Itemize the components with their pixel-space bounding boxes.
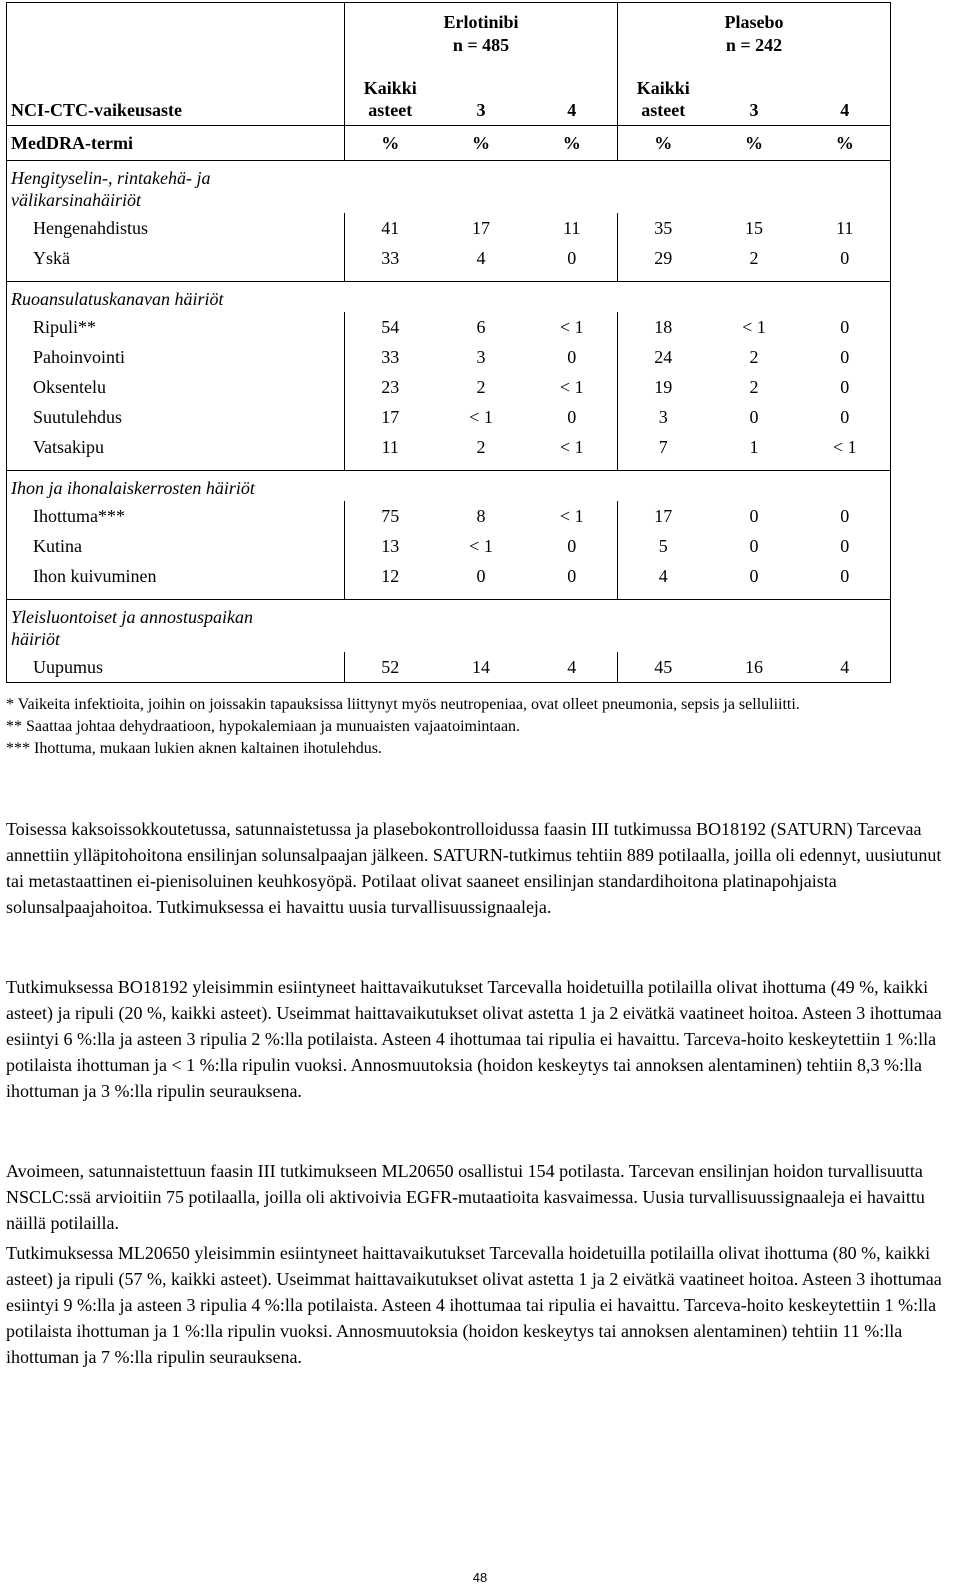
footnote: * Vaikeita infektioita, joihin on joissakin tapauksissa liittynyt myös neutropeniaa, ovat olleet pneumonia, sepsis ja selluliitti. [6,696,800,713]
value-cell: 29 [618,243,709,273]
section-title: Yleisluontoiset ja annostuspaikan häiriöt [7,600,891,653]
value-cell: 75 [345,501,436,531]
value-cell: 2 [749,248,759,268]
term-cell: Suutulehdus [7,402,345,432]
section-header-row [7,471,891,502]
value-cell: < 1 [742,317,766,337]
percent-row [7,126,891,161]
footnotes [6,694,956,760]
value-cell: 13 [345,531,436,561]
pct-cell: % [800,126,891,161]
value-cell: 0 [800,372,891,402]
term-cell: Ihottuma*** [7,501,345,531]
value-cell: 0 [749,407,759,427]
pct-cell: % [345,126,436,161]
table-row [7,531,891,561]
value-cell: 0 [800,501,891,531]
table-row [7,501,891,531]
value-cell: 0 [800,342,891,372]
value-cell: 18 [618,312,709,342]
value-cell: 16 [709,652,800,683]
term-cell: Vatsakipu [7,432,345,462]
group-header-row [7,3,891,64]
adverse-events-table [6,2,891,683]
value-cell: 54 [345,312,436,342]
value-cell: 2 [749,347,759,367]
value-cell: 33 [345,243,436,273]
section-title: Hengityselin-, rintakehä- ja välikarsinahäiriöt [7,161,891,214]
paragraph-saturn: Toisessa kaksoissokkoutetussa, satunnaistetussa ja plasebokontrolloidussa faasin III tutkimussa BO18192 (SATURN) Tarcevaa annettiin ylläpitohoitona ensilinjan solunsalpaajan jälkeen. SATURN-tutkimus tehtiin 889 potilaalla, joilla oli edennyt, uusiutunut tai metastaattinen ei-pienisoluinen keuhkosyöpä. Potilaat olivat saaneet ensilinjan standardihoitona platinapohjaista solunsalpaajahoitoa. Tutkimuksessa ei havaittu uusia turvallisuussignaaleja. [6,819,942,917]
value-cell: 0 [800,561,891,591]
value-cell: 0 [567,347,577,367]
spacer-row [7,591,891,600]
value-cell: 0 [476,566,486,586]
page-number: 48 [472,1570,488,1585]
value-cell: 52 [345,652,436,683]
term-cell: Oksentelu [7,372,345,402]
value-cell: 41 [345,213,436,243]
severity-label: NCI-CTC-vaikeusaste [7,63,345,126]
value-cell: 3 [476,347,486,367]
col-header-erl-grade3: 3 [476,100,486,120]
value-cell: 17 [345,402,436,432]
spacer-row [7,462,891,471]
term-cell: Ripuli** [7,312,345,342]
section-title: Ihon ja ihonalaiskerrosten häiriöt [7,471,891,502]
value-cell: 24 [618,342,709,372]
value-cell: 11 [345,432,436,462]
value-cell: < 1 [559,437,584,457]
value-cell: 12 [345,561,436,591]
table-row [7,312,891,342]
table-row [7,372,891,402]
value-cell: 0 [800,312,891,342]
value-cell: 0 [800,531,891,561]
col-header-erl-grade4: 4 [567,100,577,120]
value-cell: 17 [472,218,490,238]
pct-cell: % [709,126,800,161]
value-cell: < 1 [469,407,493,427]
value-cell: 7 [618,432,709,462]
section-title: Ruoansulatuskanavan häiriöt [7,282,891,313]
pct-cell: % [618,126,709,161]
value-cell: 35 [618,213,709,243]
table-row [7,342,891,372]
pct-cell: % [436,126,527,161]
value-cell: 14 [436,652,527,683]
value-cell: 0 [749,536,759,556]
group-erlotinib-n: n = 485 [452,35,510,55]
footnote: ** Saattaa johtaa dehydraatioon, hypokalemiaan ja munuaisten vajaatoimintaan. [6,718,521,735]
term-cell: Pahoinvointi [7,342,345,372]
section-header-row [7,282,891,313]
value-cell: 2 [476,437,486,457]
term-cell: Yskä [7,243,345,273]
term-cell: Kutina [7,531,345,561]
value-cell: < 1 [559,317,584,337]
value-cell: 4 [618,561,709,591]
value-cell: 0 [800,243,891,273]
group-placebo-name: Plasebo [724,12,784,32]
col-header-plc-all: Kaikki asteet [618,63,709,126]
group-erlotinib-name: Erlotinibi [443,12,519,32]
paragraph-ml20650-adverse: Tutkimuksessa ML20650 yleisimmin esiintyneet haittavaikutukset Tarcevalla hoidetuilla potilailla olivat ihottuma (80 %, kaikki asteet) ja ripuli (57 %, kaikki asteet). Useimmat haittavaikutukset olivat astetta 1 ja 2 eivätkä vaatineet hoitoa. Asteen 3 ihottumaa esiintyi 9 %:lla ja asteen 3 ripulia 4 %:lla potilaista. Asteen 4 ihottumaa tai ripulia ei havaittu. Tarceva-hoito keskeytettiin 1 %:lla potilaista ihottuman ja 1 %:lla ripulin vuoksi. Annosmuutoksia (hoidon keskeytys tai annoksen alentaminen) tehtiin 11 %:lla ihottuman ja 7 %:lla ripulin seurauksena. [6,1243,942,1367]
value-cell: 0 [567,407,577,427]
table-row [7,652,891,683]
section-header-row [7,161,891,214]
value-cell: 19 [618,372,709,402]
pct-cell: % [527,126,618,161]
group-placebo-header [618,3,891,64]
value-cell: 17 [618,501,709,531]
value-cell: 2 [476,377,486,397]
col-header-erl-all: Kaikki asteet [345,63,436,126]
table-row [7,213,891,243]
footnote: *** Ihottuma, mukaan lukien aknen kaltainen ihotulehdus. [6,740,382,757]
group-placebo-n: n = 242 [725,35,783,55]
paragraph-ml20650-intro: Avoimeen, satunnaistettuun faasin III tutkimukseen ML20650 osallistui 154 potilasta. Tarcevan ensilinjan hoidon turvallisuutta NSCLC:ssä arvioitiin 75 potilaalla, joilla oli aktivoivia EGFR-mutaatioita kasvaimessa. Uusia turvallisuussignaaleja ei havaittu näillä potilailla. [6,1161,925,1233]
term-cell: Ihon kuivuminen [7,561,345,591]
value-cell: 45 [618,652,709,683]
value-cell: 11 [800,213,891,243]
spacer-row [7,273,891,282]
value-cell: 0 [800,402,891,432]
value-cell: 11 [563,218,581,238]
table-row [7,561,891,591]
value-cell: < 1 [800,432,891,462]
corner-cell [7,3,345,64]
value-cell: 4 [476,248,486,268]
value-cell: 3 [618,402,709,432]
value-cell: 15 [745,218,763,238]
severity-header-row [7,63,891,126]
value-cell: 0 [749,506,759,526]
value-cell: 8 [476,506,486,526]
table-row [7,432,891,462]
value-cell: 0 [567,566,577,586]
term-cell: Hengenahdistus [7,213,345,243]
meddra-label: MedDRA-termi [7,126,345,161]
value-cell: 0 [567,536,577,556]
value-cell: < 1 [559,506,584,526]
section-header-row [7,600,891,653]
value-cell: 2 [749,377,759,397]
value-cell: 0 [567,248,577,268]
table-row [7,243,891,273]
value-cell: 23 [345,372,436,402]
paragraph-bo18192-adverse: Tutkimuksessa BO18192 yleisimmin esiintyneet haittavaikutukset Tarcevalla hoidetuilla potilailla olivat ihottuma (49 %, kaikki asteet) ja ripuli (20 %, kaikki asteet). Useimmat haittavaikutukset olivat astetta 1 ja 2 eivätkä vaatineet hoitoa. Asteen 3 ihottumaa esiintyi 6 %:lla ja asteen 3 ripulia 2 %:lla potilaista. Asteen 4 ihottumaa tai ripulia ei havaittu. Tarceva-hoito keskeytettiin 1 %:lla potilaista ihottuman ja < 1 %:lla ripulin vuoksi. Annosmuutoksia (hoidon keskeytys tai annoksen alentaminen) tehtiin 8,3 %:lla ihottuman ja 3 %:lla ripulin seurauksena. [6,977,942,1101]
value-cell: 4 [800,652,891,683]
term-cell: Uupumus [7,652,345,683]
value-cell: 1 [749,437,759,457]
table-row [7,402,891,432]
value-cell: < 1 [469,536,493,556]
col-header-plc-grade4: 4 [800,63,891,126]
group-erlotinib-header [345,3,618,64]
value-cell: 6 [476,317,486,337]
col-header-plc-grade3: 3 [749,100,759,120]
value-cell: < 1 [559,377,584,397]
value-cell: 0 [749,566,759,586]
value-cell: 33 [345,342,436,372]
value-cell: 4 [527,652,618,683]
value-cell: 5 [618,531,709,561]
